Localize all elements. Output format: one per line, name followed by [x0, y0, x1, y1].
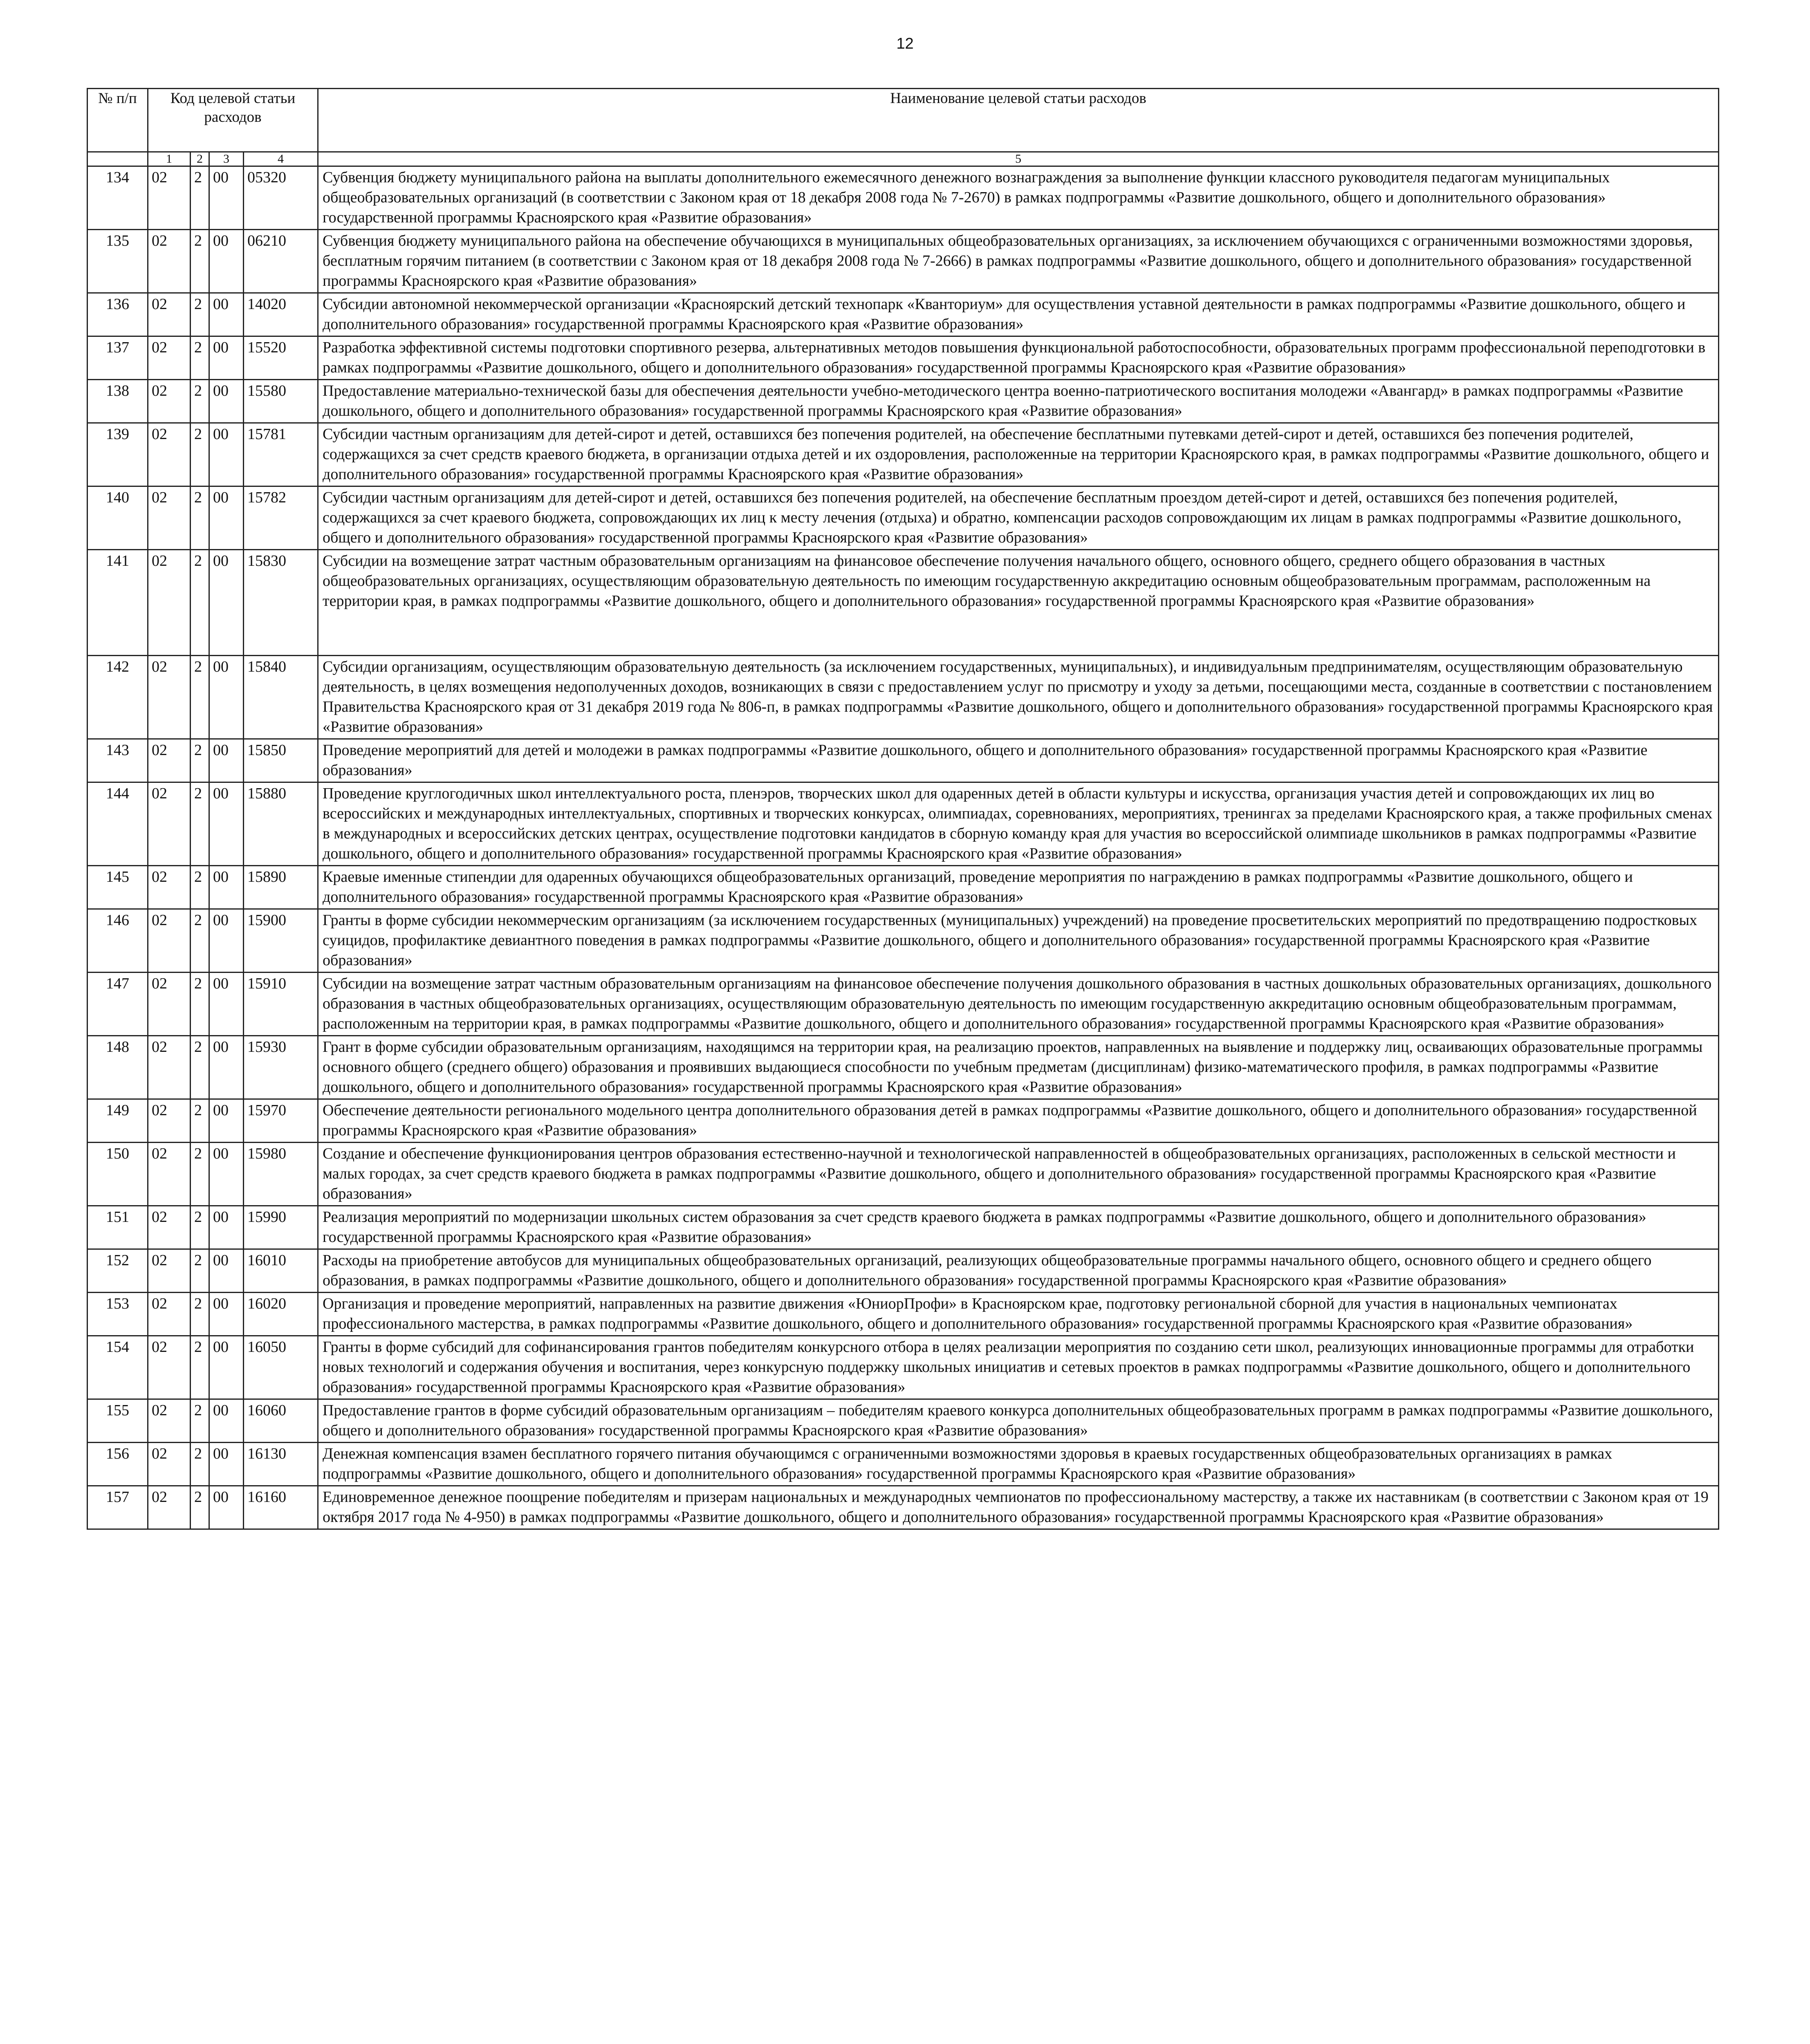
- code-part-4: 15930: [244, 1036, 318, 1099]
- row-number: 137: [87, 336, 148, 380]
- code-part-4: 15880: [244, 782, 318, 866]
- table-row: [87, 486, 1719, 550]
- code-part-4: 15890: [244, 866, 318, 909]
- row-number: 157: [87, 1486, 148, 1529]
- table-row: [87, 909, 1719, 973]
- item-name: Реализация мероприятий по модернизации школьных систем образования за счет средств краевого бюджета в рамках подпрограммы «Развитие дошкольного, общего и дополнительного образования» государственной программы Красноярского края «Развитие образования»: [318, 1206, 1719, 1249]
- row-number: 144: [87, 782, 148, 866]
- item-name: Субсидии частным организациям для детей-сирот и детей, оставшихся без попечения родителей, на обеспечение бесплатным проездом детей-сирот и детей, оставшихся без попечения родителей, содержащихся за счет краевого бюджета, сопровождающих их лиц к месту лечения (отдыха) и обратно, компенсации расходов сопровождающим их лицам в рамках подпрограммы «Развитие дошкольного, общего и дополнительного образования» государственной программы Красноярского края «Развитие образования»: [318, 486, 1719, 550]
- column-number-blank: [87, 152, 148, 166]
- table-row: [87, 866, 1719, 909]
- item-name: Гранты в форме субсидии некоммерческим организациям (за исключением государственных (муниципальных) учреждений) на проведение просветительских мероприятий по предотвращению подростковых суицидов, профилактике девиантного поведения в рамках подпрограммы «Развитие дошкольного, общего и дополнительного образования» государственной программы Красноярского края «Развитие образования»: [318, 909, 1719, 973]
- code-part-4: 15910: [244, 973, 318, 1036]
- table-row: [87, 1293, 1719, 1336]
- code-part-2: 2: [191, 1036, 209, 1099]
- item-name: Субсидии на возмещение затрат частным образовательным организациям на финансовое обеспечение получения дошкольного образования в частных дошкольных образовательных организациях, дошкольного образования в частных общеобразовательных организациях, осуществляющим образовательную деятельность по имеющим государственную аккредитацию основным общеобразовательным программам, расположенным на территории края, в рамках подпрограммы «Развитие дошкольного, общего и дополнительного образования» государственной программы Красноярского края «Развитие образования»: [318, 973, 1719, 1036]
- row-number: 147: [87, 973, 148, 1036]
- code-part-3: 00: [209, 423, 244, 486]
- column-number: 4: [244, 152, 318, 166]
- code-part-3: 00: [209, 336, 244, 380]
- code-part-3: 00: [209, 293, 244, 336]
- code-part-4: 15782: [244, 486, 318, 550]
- code-part-1: 02: [148, 656, 191, 739]
- code-part-1: 02: [148, 423, 191, 486]
- item-name: Расходы на приобретение автобусов для муниципальных общеобразовательных организаций, реализующих общеобразовательные программы начального общего, основного общего и среднего общего образования, в рамках подпрограммы «Развитие дошкольного, общего и дополнительного образования» государственной программы Красноярского края «Развитие образования»: [318, 1249, 1719, 1293]
- code-part-3: 00: [209, 739, 244, 782]
- table-body: [87, 166, 1719, 1529]
- row-number: 134: [87, 166, 148, 230]
- header-code: Код целевой статьи расходов: [148, 89, 318, 152]
- row-number: 141: [87, 550, 148, 656]
- code-part-2: 2: [191, 486, 209, 550]
- code-part-2: 2: [191, 293, 209, 336]
- row-number: 156: [87, 1443, 148, 1486]
- item-name: Создание и обеспечение функционирования центров образования естественно-научной и технологической направленностей в общеобразовательных организациях, расположенных в сельской местности и малых городах, за счет средств краевого бюджета в рамках подпрограммы «Развитие дошкольного, общего и дополнительного образования» государственной программы Красноярского края «Развитие образования»: [318, 1143, 1719, 1206]
- code-part-1: 02: [148, 1443, 191, 1486]
- code-part-1: 02: [148, 380, 191, 423]
- code-part-2: 2: [191, 230, 209, 293]
- code-part-4: 06210: [244, 230, 318, 293]
- header-name: Наименование целевой статьи расходов: [318, 89, 1719, 152]
- budget-items-table: [87, 88, 1719, 1530]
- code-part-4: 15980: [244, 1143, 318, 1206]
- code-part-3: 00: [209, 1336, 244, 1399]
- code-part-2: 2: [191, 380, 209, 423]
- code-part-3: 00: [209, 486, 244, 550]
- code-part-3: 00: [209, 1206, 244, 1249]
- code-part-4: 16130: [244, 1443, 318, 1486]
- table-row: [87, 293, 1719, 336]
- code-part-2: 2: [191, 866, 209, 909]
- code-part-1: 02: [148, 1036, 191, 1099]
- table-row: [87, 1143, 1719, 1206]
- code-part-4: 15580: [244, 380, 318, 423]
- row-number: 148: [87, 1036, 148, 1099]
- code-part-1: 02: [148, 909, 191, 973]
- item-name: Организация и проведение мероприятий, направленных на развитие движения «ЮниорПрофи» в Красноярском крае, подготовку региональной сборной для участия в национальных чемпионатах профессионального мастерства, в рамках подпрограммы «Развитие дошкольного, общего и дополнительного образования» государственной программы Красноярского края «Развитие образования»: [318, 1293, 1719, 1336]
- table-row: [87, 973, 1719, 1036]
- item-name: Субвенция бюджету муниципального района на обеспечение обучающихся в муниципальных общеобразовательных организациях, за исключением обучающихся с ограниченными возможностями здоровья, бесплатным горячим питанием (в соответствии с Законом края от 18 декабря 2008 года № 7-2666) в рамках подпрограммы «Развитие дошкольного, общего и дополнительного образования» государственной программы Красноярского края «Развитие образования»: [318, 230, 1719, 293]
- code-part-3: 00: [209, 1143, 244, 1206]
- table-row: [87, 1336, 1719, 1399]
- code-part-3: 00: [209, 1249, 244, 1293]
- row-number: 152: [87, 1249, 148, 1293]
- code-part-1: 02: [148, 293, 191, 336]
- code-part-2: 2: [191, 1443, 209, 1486]
- code-part-2: 2: [191, 1143, 209, 1206]
- item-name: Обеспечение деятельности регионального модельного центра дополнительного образования детей в рамках подпрограммы «Развитие дошкольного, общего и дополнительного образования» государственной программы Красноярского края «Развитие образования»: [318, 1099, 1719, 1143]
- code-part-2: 2: [191, 1399, 209, 1443]
- code-part-4: 15830: [244, 550, 318, 656]
- table-row: [87, 739, 1719, 782]
- item-name: Единовременное денежное поощрение победителям и призерам национальных и международных чемпионатов по профессиональному мастерству, а также их наставникам (в соответствии с Законом края от 19 октября 2017 года № 4-950) в рамках подпрограммы «Развитие дошкольного, общего и дополнительного образования» государственной программы Красноярского края «Развитие образования»: [318, 1486, 1719, 1529]
- code-part-2: 2: [191, 423, 209, 486]
- item-name: Разработка эффективной системы подготовки спортивного резерва, альтернативных методов повышения функциональной работоспособности, образовательных программ профессиональной переподготовки в рамках подпрограммы «Развитие дошкольного, общего и дополнительного образования» государственной программы Красноярского края «Развитие образования»: [318, 336, 1719, 380]
- code-part-1: 02: [148, 782, 191, 866]
- code-part-1: 02: [148, 1249, 191, 1293]
- item-name: Субсидии на возмещение затрат частным образовательным организациям на финансовое обеспечение получения начального общего, основного общего, среднего общего образования в частных общеобразовательных организациях, осуществляющим образовательную деятельность по имеющим государственную аккредитацию основным общеобразовательным программам, расположенным на территории края, в рамках подпрограммы «Развитие дошкольного, общего и дополнительного образования» государственной программы Красноярского края «Развитие образования»: [318, 550, 1719, 656]
- table-row: [87, 1399, 1719, 1443]
- code-part-3: 00: [209, 782, 244, 866]
- row-number: 139: [87, 423, 148, 486]
- code-part-2: 2: [191, 909, 209, 973]
- table-row: [87, 166, 1719, 230]
- code-part-4: 16050: [244, 1336, 318, 1399]
- row-number: 151: [87, 1206, 148, 1249]
- code-part-2: 2: [191, 1293, 209, 1336]
- code-part-1: 02: [148, 1099, 191, 1143]
- row-number: 136: [87, 293, 148, 336]
- code-part-4: 15520: [244, 336, 318, 380]
- code-part-4: 15850: [244, 739, 318, 782]
- code-part-1: 02: [148, 1293, 191, 1336]
- code-part-3: 00: [209, 166, 244, 230]
- table-row: [87, 336, 1719, 380]
- code-part-3: 00: [209, 1486, 244, 1529]
- code-part-4: 14020: [244, 293, 318, 336]
- code-part-3: 00: [209, 1399, 244, 1443]
- code-part-3: 00: [209, 230, 244, 293]
- item-name: Субсидии автономной некоммерческой организации «Красноярский детский технопарк «Кванториум» для осуществления уставной деятельности в рамках подпрограммы «Развитие дошкольного, общего и дополнительного образования» государственной программы Красноярского края «Развитие образования»: [318, 293, 1719, 336]
- item-name: Субсидии организациям, осуществляющим образовательную деятельность (за исключением государственных, муниципальных), и индивидуальным предпринимателям, осуществляющим образовательную деятельность, в целях возмещения недополученных доходов, возникающих в связи с предоставлением услуг по присмотру и уходу за детьми, посещающими места, созданные в соответствии с постановлением Правительства Красноярского края от 31 декабря 2019 года № 806-п, в рамках подпрограммы «Развитие дошкольного, общего и дополнительного образования» государственной программы Красноярского края «Развитие образования»: [318, 656, 1719, 739]
- code-part-1: 02: [148, 973, 191, 1036]
- code-part-4: 15840: [244, 656, 318, 739]
- code-part-1: 02: [148, 550, 191, 656]
- code-part-2: 2: [191, 1099, 209, 1143]
- code-part-3: 00: [209, 1443, 244, 1486]
- code-part-3: 00: [209, 909, 244, 973]
- item-name: Предоставление грантов в форме субсидий образовательным организациям – победителям краевого конкурса дополнительных общеобразовательных программ в рамках подпрограммы «Развитие дошкольного, общего и дополнительного образования» государственной программы Красноярского края «Развитие образования»: [318, 1399, 1719, 1443]
- code-part-1: 02: [148, 486, 191, 550]
- item-name: Денежная компенсация взамен бесплатного горячего питания обучающимся с ограниченными возможностями здоровья в краевых государственных общеобразовательных организациях в рамках подпрограммы «Развитие дошкольного, общего и дополнительного образования» государственной программы Красноярского края «Развитие образования»: [318, 1443, 1719, 1486]
- code-part-3: 00: [209, 973, 244, 1036]
- row-number: 140: [87, 486, 148, 550]
- item-name: Краевые именные стипендии для одаренных обучающихся общеобразовательных организаций, проведение мероприятия по награждению в рамках подпрограммы «Развитие дошкольного, общего и дополнительного образования» государственной программы Красноярского края «Развитие образования»: [318, 866, 1719, 909]
- table-row: [87, 423, 1719, 486]
- code-part-2: 2: [191, 1249, 209, 1293]
- item-name: Субсидии частным организациям для детей-сирот и детей, оставшихся без попечения родителей, на обеспечение бесплатными путевками детей-сирот и детей, оставшихся без попечения родителей, содержащихся за счет средств краевого бюджета, в организации отдыха детей и их оздоровления, расположенные на территории Красноярского края, в рамках подпрограммы «Развитие дошкольного, общего и дополнительного образования» государственной программы Красноярского края «Развитие образования»: [318, 423, 1719, 486]
- row-number: 143: [87, 739, 148, 782]
- row-number: 135: [87, 230, 148, 293]
- code-part-1: 02: [148, 1399, 191, 1443]
- column-number: 1: [148, 152, 191, 166]
- code-part-2: 2: [191, 973, 209, 1036]
- code-part-3: 00: [209, 656, 244, 739]
- code-part-1: 02: [148, 866, 191, 909]
- table-header-row: [87, 89, 1719, 152]
- code-part-2: 2: [191, 1206, 209, 1249]
- column-number: 2: [191, 152, 209, 166]
- code-part-4: 05320: [244, 166, 318, 230]
- code-part-3: 00: [209, 1036, 244, 1099]
- column-number-row: [87, 152, 1719, 166]
- item-name: Предоставление материально-технической базы для обеспечения деятельности учебно-методического центра военно-патриотического воспитания молодежи «Авангард» в рамках подпрограммы «Развитие дошкольного, общего и дополнительного образования» государственной программы Красноярского края «Развитие образования»: [318, 380, 1719, 423]
- code-part-1: 02: [148, 336, 191, 380]
- row-number: 142: [87, 656, 148, 739]
- code-part-1: 02: [148, 1143, 191, 1206]
- code-part-2: 2: [191, 336, 209, 380]
- column-number: 3: [209, 152, 244, 166]
- row-number: 150: [87, 1143, 148, 1206]
- item-name: Проведение мероприятий для детей и молодежи в рамках подпрограммы «Развитие дошкольного, общего и дополнительного образования» государственной программы Красноярского края «Развитие образования»: [318, 739, 1719, 782]
- code-part-4: 15900: [244, 909, 318, 973]
- table-row: [87, 782, 1719, 866]
- code-part-4: 16020: [244, 1293, 318, 1336]
- code-part-2: 2: [191, 1486, 209, 1529]
- code-part-1: 02: [148, 1336, 191, 1399]
- code-part-1: 02: [148, 1486, 191, 1529]
- table-row: [87, 1206, 1719, 1249]
- code-part-1: 02: [148, 166, 191, 230]
- column-number: 5: [318, 152, 1719, 166]
- code-part-2: 2: [191, 656, 209, 739]
- item-name: Проведение круглогодичных школ интеллектуального роста, пленэров, творческих школ для одаренных детей в области культуры и искусства, организация участия детей и сопровождающих их лиц во всероссийских и международных интеллектуальных, спортивных и творческих конкурсах, олимпиадах, соревнованиях, мероприятиях, тренингах за пределами Красноярского края, а также профильных сменах в международных и всероссийских детских центрах, осуществление подготовки кандидатов в сборную команду края для участия во всероссийской олимпиаде школьников в рамках подпрограммы «Развитие дошкольного, общего и дополнительного образования» государственной программы Красноярского края «Развитие образования»: [318, 782, 1719, 866]
- table-row: [87, 230, 1719, 293]
- code-part-4: 16060: [244, 1399, 318, 1443]
- code-part-2: 2: [191, 739, 209, 782]
- table-row: [87, 1249, 1719, 1293]
- code-part-2: 2: [191, 550, 209, 656]
- row-number: 155: [87, 1399, 148, 1443]
- header-num: № п/п: [87, 89, 148, 152]
- item-name: Субвенция бюджету муниципального района на выплаты дополнительного ежемесячного денежного вознаграждения за выполнение функции классного руководителя педагогам муниципальных общеобразовательных организаций (в соответствии с Законом края от 18 декабря 2008 года № 7-2670) в рамках подпрограммы «Развитие дошкольного, общего и дополнительного образования» государственной программы Красноярского края «Развитие образования»: [318, 166, 1719, 230]
- code-part-4: 15970: [244, 1099, 318, 1143]
- code-part-3: 00: [209, 866, 244, 909]
- code-part-4: 15781: [244, 423, 318, 486]
- code-part-3: 00: [209, 550, 244, 656]
- row-number: 145: [87, 866, 148, 909]
- code-part-1: 02: [148, 1206, 191, 1249]
- code-part-4: 15990: [244, 1206, 318, 1249]
- table-row: [87, 1036, 1719, 1099]
- table-row: [87, 550, 1719, 656]
- table-row: [87, 1443, 1719, 1486]
- code-part-3: 00: [209, 1099, 244, 1143]
- row-number: 146: [87, 909, 148, 973]
- table-row: [87, 380, 1719, 423]
- row-number: 153: [87, 1293, 148, 1336]
- code-part-3: 00: [209, 1293, 244, 1336]
- code-part-2: 2: [191, 166, 209, 230]
- code-part-2: 2: [191, 782, 209, 866]
- code-part-1: 02: [148, 739, 191, 782]
- row-number: 149: [87, 1099, 148, 1143]
- row-number: 138: [87, 380, 148, 423]
- code-part-2: 2: [191, 1336, 209, 1399]
- code-part-4: 16160: [244, 1486, 318, 1529]
- code-part-3: 00: [209, 380, 244, 423]
- row-number: 154: [87, 1336, 148, 1399]
- code-part-4: 16010: [244, 1249, 318, 1293]
- item-name: Гранты в форме субсидий для софинансирования грантов победителям конкурсного отбора в целях реализации мероприятия по созданию сети школ, реализующих инновационные программы для отработки новых технологий и содержания обучения и воспитания, через конкурсную поддержку школьных инициатив и сетевых проектов в рамках подпрограммы «Развитие дошкольного, общего и дополнительного образования» государственной программы Красноярского края «Развитие образования»: [318, 1336, 1719, 1399]
- item-name: Грант в форме субсидии образовательным организациям, находящимся на территории края, на реализацию проектов, направленных на выявление и поддержку лиц, осваивающих образовательные программы основного общего (среднего общего) образования и проявивших выдающиеся способности по учебным предметам (дисциплинам) физико-математического профиля, в рамках подпрограммы «Развитие дошкольного, общего и дополнительного образования» государственной программы Красноярского края «Развитие образования»: [318, 1036, 1719, 1099]
- table-row: [87, 1486, 1719, 1529]
- code-part-1: 02: [148, 230, 191, 293]
- table-row: [87, 656, 1719, 739]
- table-row: [87, 1099, 1719, 1143]
- page-number: 12: [896, 35, 914, 52]
